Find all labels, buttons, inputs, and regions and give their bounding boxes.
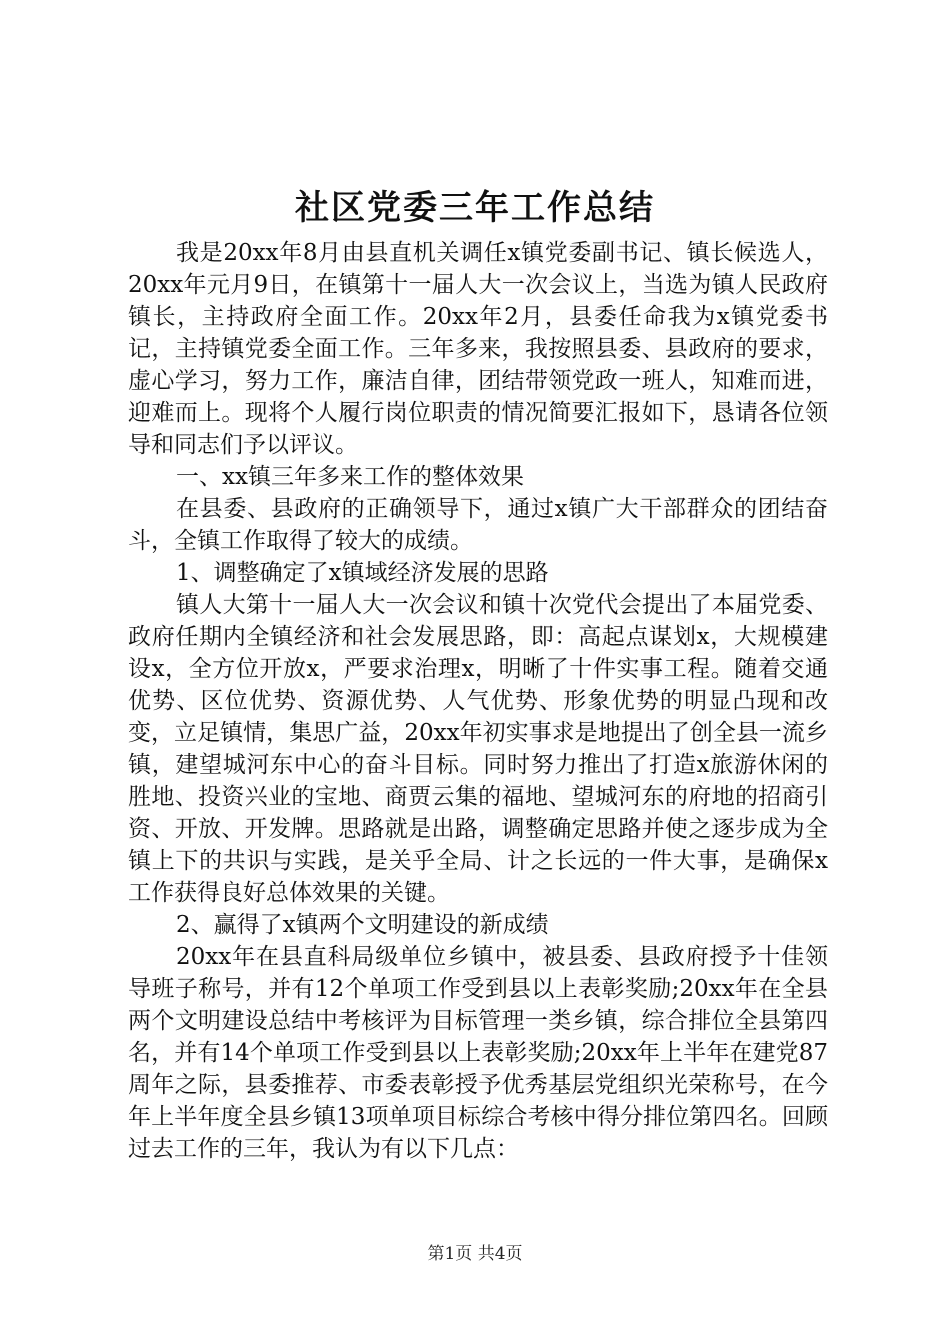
page-footer: 第1页 共4页 [427, 1244, 523, 1264]
paragraph-section-1-summary: 在县委、县政府的正确领导下，通过x镇广大干部群众的团结奋斗，全镇工作取得了较大的成绩。 [128, 496, 828, 554]
heading-item-2: 2、赢得了x镇两个文明建设的新成绩 [176, 912, 549, 938]
document-body [128, 237, 828, 1165]
paragraph-item-1: 镇人大第十一届人大一次会议和镇十次党代会提出了本届党委、政府任期内全镇经济和社会发展思路，即：高起点谋划x，大规模建设x，全方位开放x，严要求治理x，明晰了十件实事工程。随着交通优势、区位优势、资源优势、人气优势、形象优势的明显凸现和改变，立足镇情，集思广益，20xx年初实事求是地提出了创全县一流乡镇，建望城河东中心的奋斗目标。同时努力推出了打造x旅游休闲的胜地、投资兴业的宝地、商贾云集的福地、望城河东的府地的招商引资、开放、开发牌。思路就是出路，调整确定思路并使之逐步成为全镇上下的共识与实践，是关乎全局、计之长远的一件大事，是确保x工作获得良好总体效果的关键。 [128, 592, 828, 906]
paragraph-item-2: 20xx年在县直科局级单位乡镇中，被县委、县政府授予十佳领导班子称号，并有12个单项工作受到县以上表彰奖励;20xx年在全县两个文明建设总结中考核评为目标管理一类乡镇，综合排位全县第四名，并有14个单项工作受到县以上表彰奖励;20xx年上半年在建党87周年之际，县委推荐、市委表彰授予优秀基层党组织光荣称号，在今年上半年度全县乡镇13项单项目标综合考核中得分排位第四名。回顾过去工作的三年，我认为有以下几点： [128, 944, 828, 1162]
heading-section-1: 一、xx镇三年多来工作的整体效果 [176, 464, 524, 490]
heading-item-1: 1、调整确定了x镇域经济发展的思路 [176, 560, 549, 586]
document-title: 社区党委三年工作总结 [295, 188, 655, 228]
paragraph-intro: 我是20xx年8月由县直机关调任x镇党委副书记、镇长候选人，20xx年元月9日，在镇第十一届人大一次会议上，当选为镇人民政府镇长，主持政府全面工作。20xx年2月，县委任命我为x镇党委书记，主持镇党委全面工作。三年多来，我按照县委、县政府的要求，虚心学习，努力工作，廉洁自律，团结带领党政一班人，知难而进，迎难而上。现将个人履行岗位职责的情况简要汇报如下，恳请各位领导和同志们予以评议。 [128, 240, 828, 458]
